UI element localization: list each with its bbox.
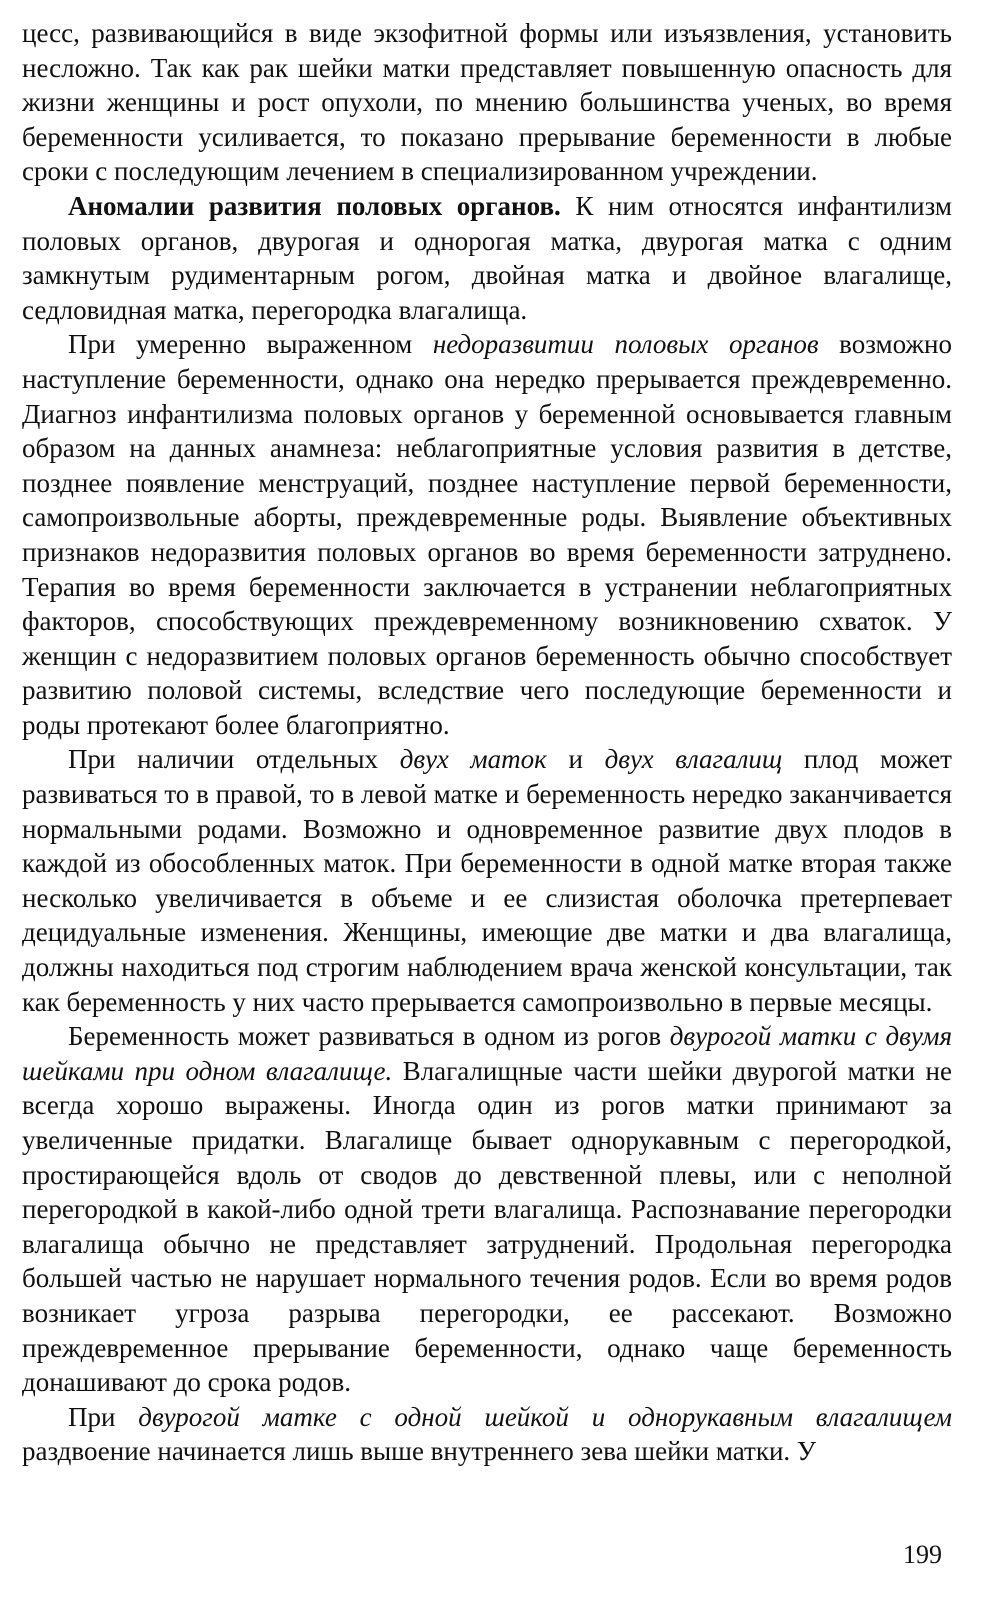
- paragraph: [22, 16, 952, 189]
- italic-term: двурогой матки с двумя шейками при одном влагалище.: [22, 1021, 952, 1086]
- text-run: плод может развиваться то в правой, то в левой матке и беременность нередко заканчивается нормальными родами. Возможно и одновременное развитие двух плодов в каждой из обособленных маток. При беременности в одной матке вторая также несколько увеличивается в объеме и ее слизистая оболочка претерпевает децидуальные изменения. Женщины, имеющие две матки и два влагалища, должны находиться под строгим наблюдением врача женской консультации, так как беременность у них часто прерывается самопроизвольно в первые месяцы.: [22, 744, 952, 1017]
- text-run: Беременность может развиваться в одном из рогов: [68, 1021, 670, 1052]
- text-run: При наличии отдельных: [68, 744, 400, 775]
- text-run: К ним относятся инфантилизм половых органов, двурогая и однорогая матка, двурогая матка с одним замкнутым рудиментарным рогом, двойная матка и двойное влагалище, седловидная матка, перегородка влагалища.: [22, 190, 952, 325]
- page-number: 199: [903, 1540, 942, 1569]
- paragraph: [22, 189, 952, 327]
- italic-term: двурогой матке с одной шейкой и однорукавным влагалищем: [138, 1401, 953, 1432]
- text-run: цесс, развивающийся в виде экзофитной формы или изъязвления, установить несложно. Так как рак шейки матки представляет повышенную опасность для жизни женщины и рост опухоли, по мнению большинства ученых, во время беременности усиливается, то показано прерывание беременности в любые сроки с последующим лечением в специализированном учреждении.: [22, 18, 952, 187]
- text-run: При: [68, 1401, 139, 1432]
- text-run: и: [546, 744, 605, 775]
- text-body: [22, 16, 952, 1469]
- text-run: Влагалищные части шейки двурогой матки не всегда хорошо выражены. Иногда один из рогов матки принимают за увеличенные придатки. Влагалище бывает однорукавным с перегородкой, простирающейся вдоль от сводов до девственной плевы, или с неполной перегородкой в какой-либо одной трети влагалища. Распознавание перегородки влагалища обычно не представляет затруднений. Продольная перегородка большей частью не нарушает нормального течения родов. Если во время родов возникает угроза разрыва перегородки, ее рассекают. Возможно преждевременное прерывание беременности, однако чаще беременность донашивают до срока родов.: [22, 1055, 952, 1398]
- italic-term: двух маток: [399, 744, 547, 775]
- paragraph: [22, 1019, 952, 1400]
- text-run: возможно наступление беременности, однако она нередко прерывается преждевременно. Диагноз инфантилизма половых органов у беременной основывается главным образом на данных анамнеза: неблагоприятные условия развития в детстве, позднее появление менструаций, позднее наступление первой беременности, самопроизвольные аборты, преждевременные роды. Выявление объективных признаков недоразвития половых органов во время беременности затруднено. Терапия во время беременности заключается в устранении неблагоприятных факторов, способствующих преждевременному возникновению схваток. У женщин с недоразвитием половых органов беременность обычно способствует развитию половой системы, вследствие чего последующие беременности и роды протекают более благоприятно.: [22, 329, 953, 740]
- paragraph: [22, 1400, 952, 1469]
- italic-term: недоразвитии половых органов: [432, 329, 819, 360]
- paragraph: [22, 327, 952, 742]
- paragraph: [22, 742, 952, 1019]
- bold-heading: Аномалии развития половых органов.: [68, 190, 561, 221]
- italic-term: двух влагалищ: [604, 744, 783, 775]
- text-run: раздвоение начинается лишь выше внутреннего зева шейки матки. У: [22, 1436, 817, 1467]
- text-run: При умеренно выраженном: [68, 329, 433, 360]
